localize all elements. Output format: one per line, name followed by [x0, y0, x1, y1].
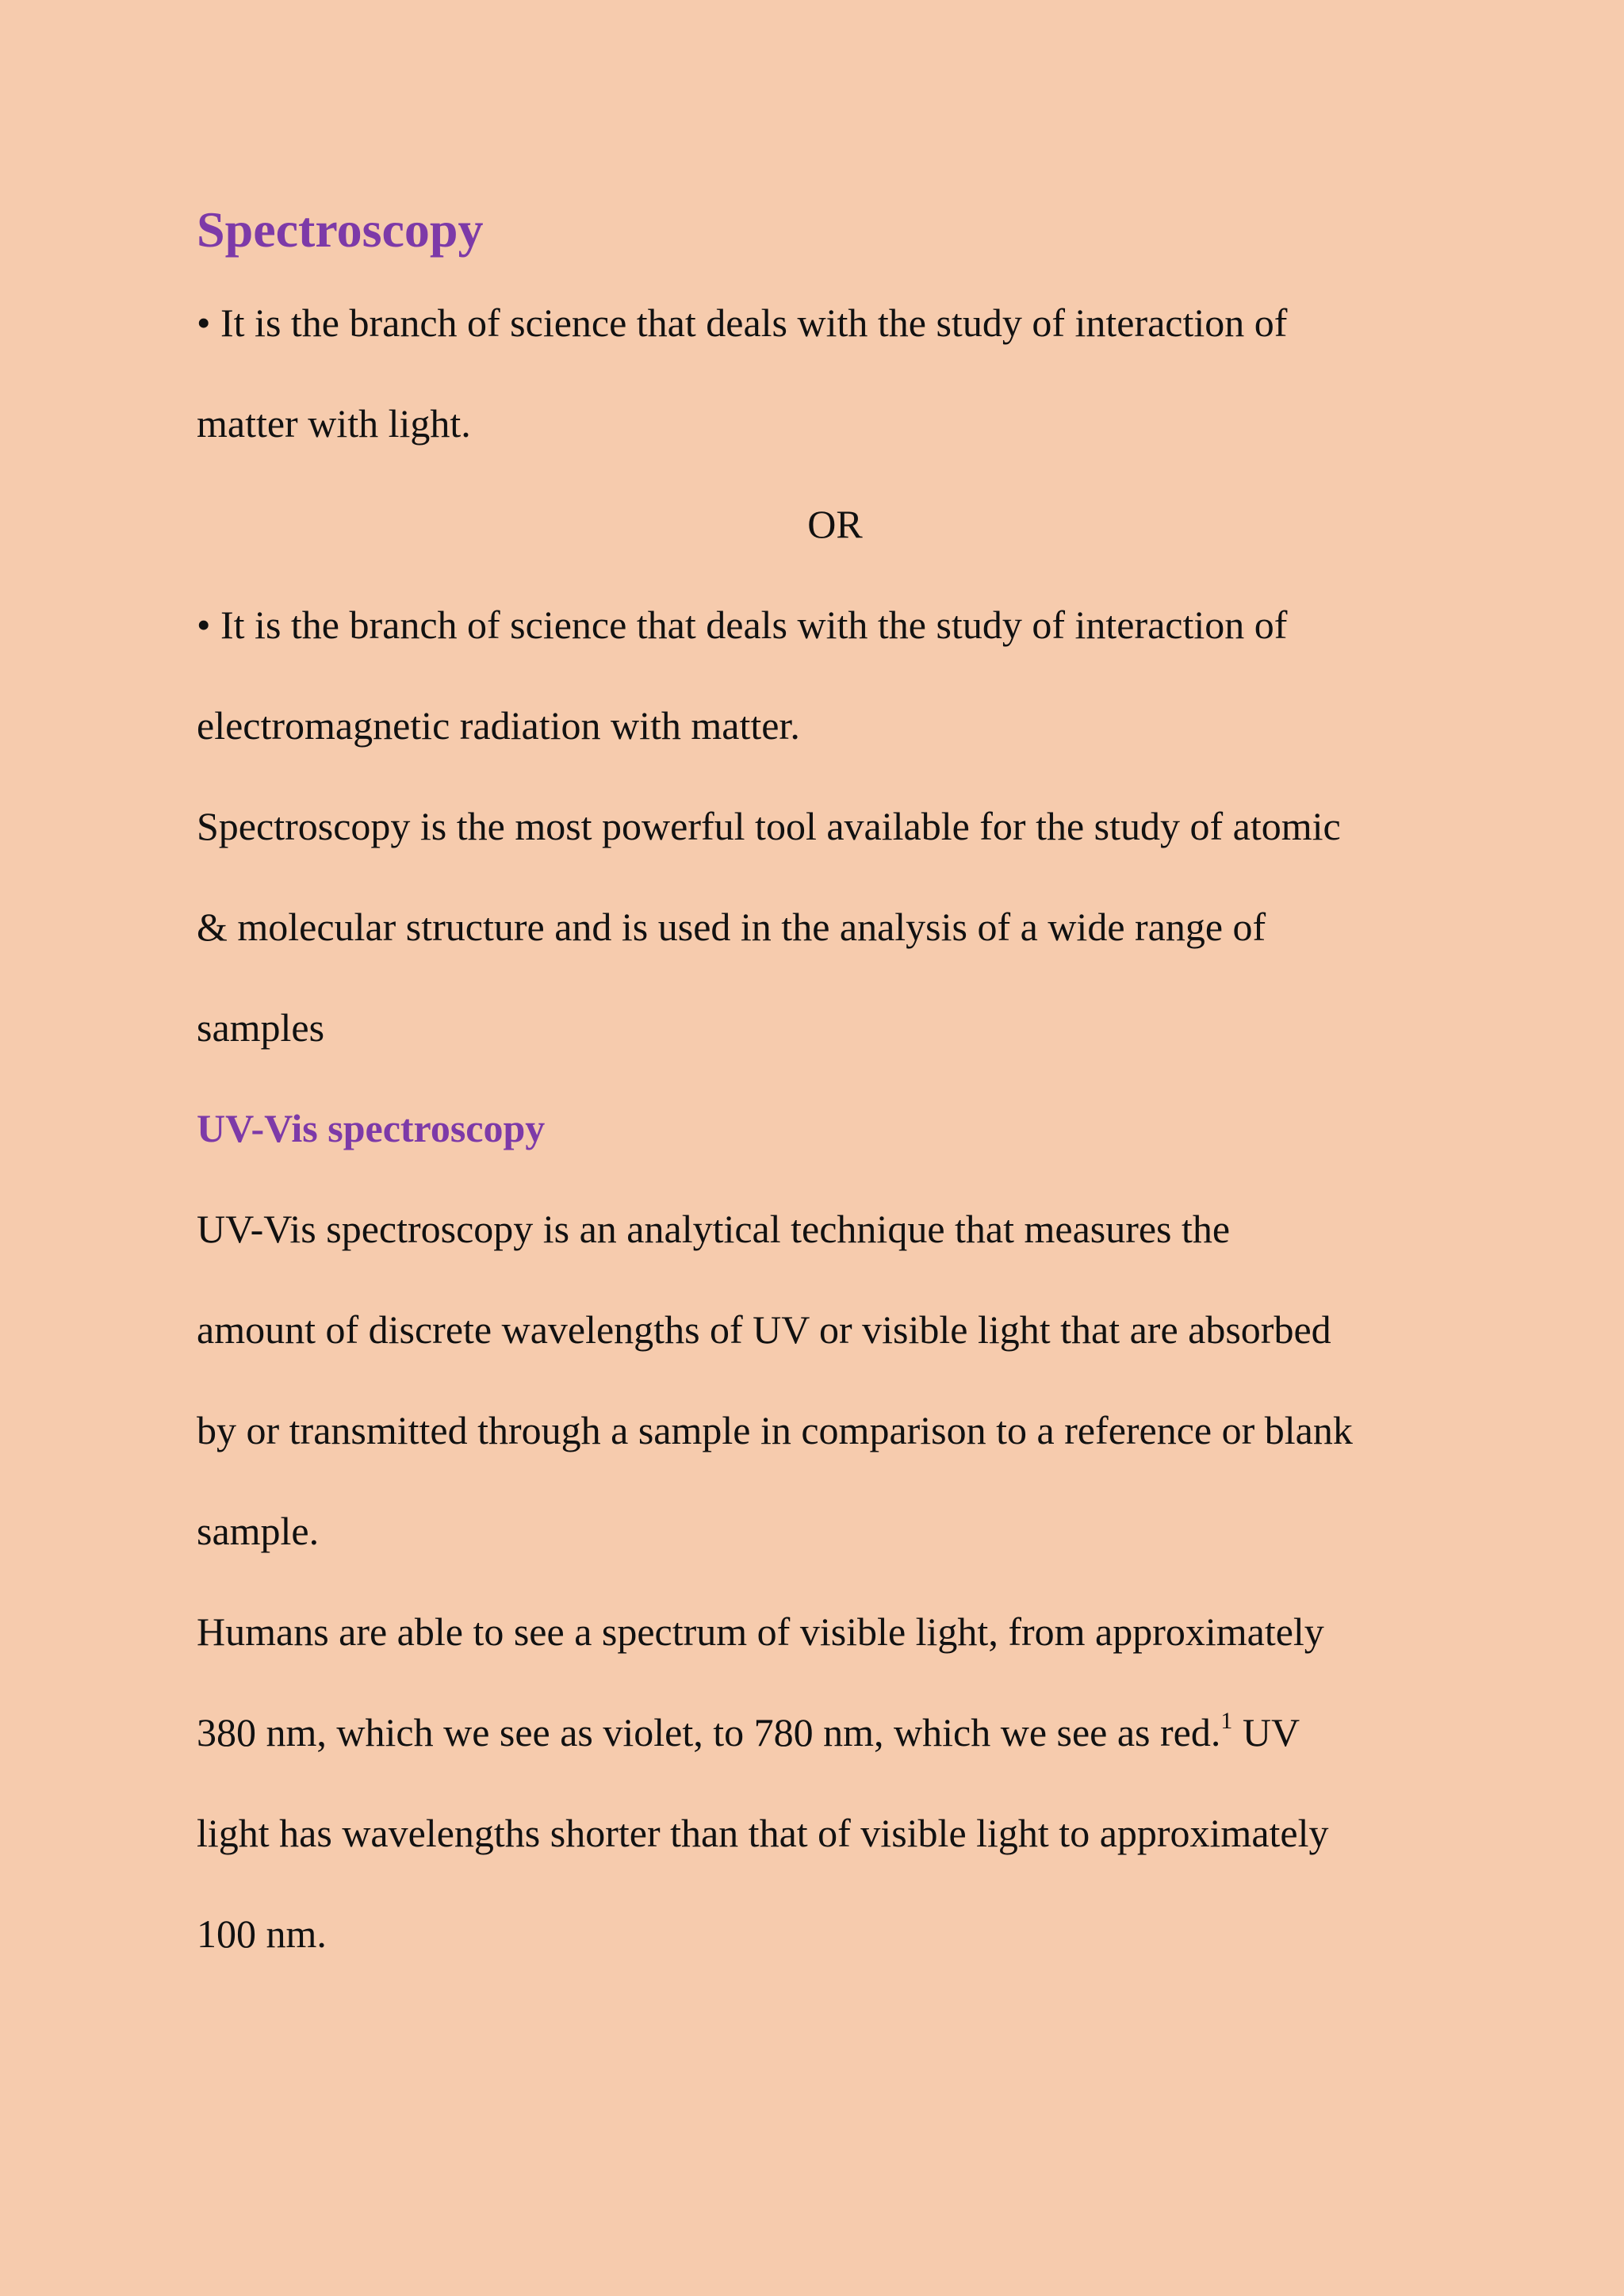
paragraph-2-line-3: by or transmitted through a sample in comparison to a reference or blank — [197, 1408, 1353, 1452]
paragraph-2-line-1: UV-Vis spectroscopy is an analytical technique that measures the — [197, 1207, 1231, 1251]
definition-2-line-2: electromagnetic radiation with matter. — [197, 703, 800, 748]
paragraph-3-line-2-text: 380 nm, which we see as violet, to 780 nm, which we see as red. — [197, 1710, 1221, 1755]
or-separator: OR — [807, 502, 863, 546]
uv-vis-paragraph — [197, 1179, 1473, 1582]
paragraph-3-line-2-end: UV — [1232, 1710, 1300, 1755]
paragraph-3-line-2 — [197, 1682, 1473, 1783]
definition-1-line-1: • It is the branch of science that deals with the study of interaction of — [197, 300, 1288, 345]
spectroscopy-paragraph — [197, 776, 1473, 1078]
definition-1 — [197, 273, 1473, 474]
visible-light-paragraph — [197, 1582, 1473, 1984]
paragraph-1-line-1: Spectroscopy is the most powerful tool available for the study of atomic — [197, 804, 1341, 848]
paragraph-3-line-3: light has wavelengths shorter than that of visible light to approximately — [197, 1811, 1329, 1855]
paragraph-2-line-2: amount of discrete wavelengths of UV or visible light that are absorbed — [197, 1307, 1331, 1352]
paragraph-2-line-4: sample. — [197, 1509, 320, 1553]
paragraph-3-line-4: 100 nm. — [197, 1911, 327, 1956]
definition-1-line-2: matter with light. — [197, 401, 471, 446]
paragraph-1-line-2: & molecular structure and is used in the analysis of a wide range of — [197, 905, 1266, 949]
definition-2 — [197, 575, 1473, 776]
document-page — [197, 187, 1473, 1984]
page-title: Spectroscopy — [197, 201, 484, 258]
paragraph-1-line-3: samples — [197, 1005, 325, 1050]
section-heading-uv-vis: UV-Vis spectroscopy — [197, 1106, 546, 1150]
paragraph-3-line-1: Humans are able to see a spectrum of visible light, from approximately — [197, 1609, 1324, 1654]
footnote-marker: 1 — [1220, 1708, 1233, 1735]
definition-2-line-1: • It is the branch of science that deals with the study of interaction of — [197, 603, 1288, 647]
